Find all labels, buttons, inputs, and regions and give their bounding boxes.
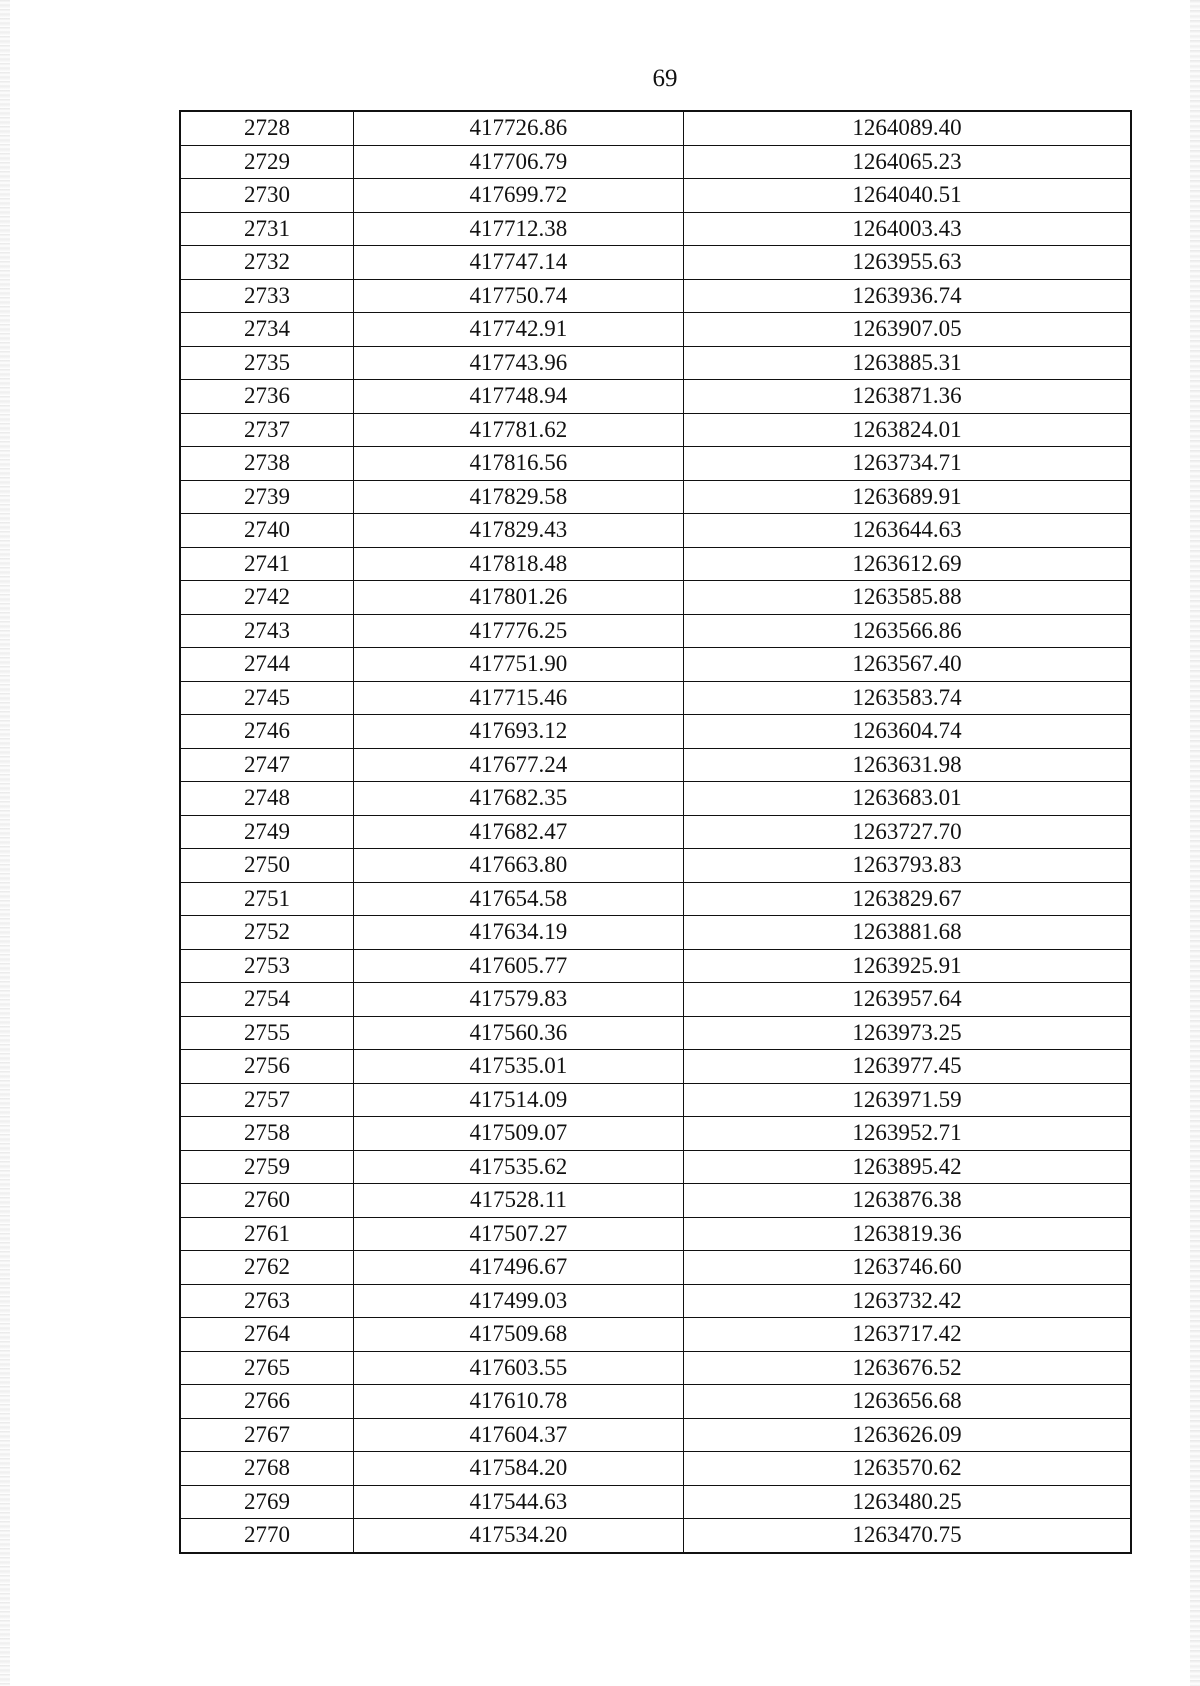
point-number-cell: 2732: [180, 246, 353, 280]
point-number-cell: 2728: [180, 111, 353, 145]
table-row: [180, 916, 1131, 950]
point-number-cell: 2743: [180, 614, 353, 648]
point-number-cell: 2767: [180, 1418, 353, 1452]
y-coordinate-cell: 1263925.91: [683, 949, 1131, 983]
x-coordinate-cell: 417499.03: [353, 1284, 683, 1318]
point-number-cell: 2764: [180, 1318, 353, 1352]
y-coordinate-cell: 1263644.63: [683, 514, 1131, 548]
point-number-cell: 2769: [180, 1485, 353, 1519]
x-coordinate-cell: 417528.11: [353, 1184, 683, 1218]
table-row: [180, 380, 1131, 414]
table-row: [180, 782, 1131, 816]
table-row: [180, 1351, 1131, 1385]
y-coordinate-cell: 1264089.40: [683, 111, 1131, 145]
y-coordinate-cell: 1263470.75: [683, 1519, 1131, 1553]
y-coordinate-cell: 1263727.70: [683, 815, 1131, 849]
x-coordinate-cell: 417560.36: [353, 1016, 683, 1050]
table-row: [180, 1418, 1131, 1452]
table-row: [180, 1217, 1131, 1251]
table-row: [180, 1519, 1131, 1553]
y-coordinate-cell: 1263656.68: [683, 1385, 1131, 1419]
table-row: [180, 1318, 1131, 1352]
x-coordinate-cell: 417682.47: [353, 815, 683, 849]
point-number-cell: 2745: [180, 681, 353, 715]
x-coordinate-cell: 417693.12: [353, 715, 683, 749]
table-row: [180, 313, 1131, 347]
x-coordinate-cell: 417747.14: [353, 246, 683, 280]
point-number-cell: 2742: [180, 581, 353, 615]
table-row: [180, 1016, 1131, 1050]
x-coordinate-cell: 417743.96: [353, 346, 683, 380]
table-row: [180, 1050, 1131, 1084]
point-number-cell: 2729: [180, 145, 353, 179]
point-number-cell: 2731: [180, 212, 353, 246]
x-coordinate-cell: 417801.26: [353, 581, 683, 615]
x-coordinate-cell: 417514.09: [353, 1083, 683, 1117]
y-coordinate-cell: 1263585.88: [683, 581, 1131, 615]
y-coordinate-cell: 1263746.60: [683, 1251, 1131, 1285]
point-number-cell: 2756: [180, 1050, 353, 1084]
point-number-cell: 2734: [180, 313, 353, 347]
coordinates-table: [179, 110, 1132, 1554]
table-row: [180, 648, 1131, 682]
y-coordinate-cell: 1264003.43: [683, 212, 1131, 246]
table-body: [180, 111, 1131, 1553]
point-number-cell: 2763: [180, 1284, 353, 1318]
x-coordinate-cell: 417715.46: [353, 681, 683, 715]
scan-edge-right: [1190, 0, 1200, 1686]
table-row: [180, 1150, 1131, 1184]
point-number-cell: 2757: [180, 1083, 353, 1117]
point-number-cell: 2762: [180, 1251, 353, 1285]
x-coordinate-cell: 417535.01: [353, 1050, 683, 1084]
y-coordinate-cell: 1263604.74: [683, 715, 1131, 749]
table-row: [180, 748, 1131, 782]
x-coordinate-cell: 417699.72: [353, 179, 683, 213]
x-coordinate-cell: 417726.86: [353, 111, 683, 145]
y-coordinate-cell: 1263955.63: [683, 246, 1131, 280]
y-coordinate-cell: 1263824.01: [683, 413, 1131, 447]
point-number-cell: 2753: [180, 949, 353, 983]
table-row: [180, 815, 1131, 849]
table-row: [180, 346, 1131, 380]
table-row: [180, 1117, 1131, 1151]
y-coordinate-cell: 1263971.59: [683, 1083, 1131, 1117]
x-coordinate-cell: 417584.20: [353, 1452, 683, 1486]
x-coordinate-cell: 417496.67: [353, 1251, 683, 1285]
x-coordinate-cell: 417706.79: [353, 145, 683, 179]
y-coordinate-cell: 1263631.98: [683, 748, 1131, 782]
x-coordinate-cell: 417604.37: [353, 1418, 683, 1452]
point-number-cell: 2760: [180, 1184, 353, 1218]
table-row: [180, 681, 1131, 715]
point-number-cell: 2759: [180, 1150, 353, 1184]
table-row: [180, 246, 1131, 280]
x-coordinate-cell: 417829.58: [353, 480, 683, 514]
y-coordinate-cell: 1263567.40: [683, 648, 1131, 682]
y-coordinate-cell: 1263612.69: [683, 547, 1131, 581]
y-coordinate-cell: 1263583.74: [683, 681, 1131, 715]
point-number-cell: 2747: [180, 748, 353, 782]
point-number-cell: 2768: [180, 1452, 353, 1486]
table-row: [180, 882, 1131, 916]
point-number-cell: 2740: [180, 514, 353, 548]
point-number-cell: 2766: [180, 1385, 353, 1419]
y-coordinate-cell: 1263952.71: [683, 1117, 1131, 1151]
y-coordinate-cell: 1263570.62: [683, 1452, 1131, 1486]
y-coordinate-cell: 1263819.36: [683, 1217, 1131, 1251]
x-coordinate-cell: 417682.35: [353, 782, 683, 816]
x-coordinate-cell: 417663.80: [353, 849, 683, 883]
y-coordinate-cell: 1263895.42: [683, 1150, 1131, 1184]
table-row: [180, 1284, 1131, 1318]
y-coordinate-cell: 1263977.45: [683, 1050, 1131, 1084]
y-coordinate-cell: 1263732.42: [683, 1284, 1131, 1318]
point-number-cell: 2755: [180, 1016, 353, 1050]
table-row: [180, 279, 1131, 313]
y-coordinate-cell: 1264040.51: [683, 179, 1131, 213]
point-number-cell: 2752: [180, 916, 353, 950]
point-number-cell: 2748: [180, 782, 353, 816]
y-coordinate-cell: 1263871.36: [683, 380, 1131, 414]
x-coordinate-cell: 417748.94: [353, 380, 683, 414]
y-coordinate-cell: 1264065.23: [683, 145, 1131, 179]
table-row: [180, 1184, 1131, 1218]
x-coordinate-cell: 417610.78: [353, 1385, 683, 1419]
scan-edge-left: [0, 0, 10, 1686]
x-coordinate-cell: 417829.43: [353, 514, 683, 548]
table-row: [180, 1385, 1131, 1419]
table-row: [180, 447, 1131, 481]
table-row: [180, 715, 1131, 749]
table-row: [180, 849, 1131, 883]
table-row: [180, 983, 1131, 1017]
y-coordinate-cell: 1263626.09: [683, 1418, 1131, 1452]
x-coordinate-cell: 417818.48: [353, 547, 683, 581]
point-number-cell: 2754: [180, 983, 353, 1017]
table-row: [180, 1251, 1131, 1285]
x-coordinate-cell: 417534.20: [353, 1519, 683, 1553]
table-row: [180, 1083, 1131, 1117]
x-coordinate-cell: 417742.91: [353, 313, 683, 347]
table-row: [180, 179, 1131, 213]
table-row: [180, 1485, 1131, 1519]
table-row: [180, 581, 1131, 615]
point-number-cell: 2736: [180, 380, 353, 414]
point-number-cell: 2739: [180, 480, 353, 514]
point-number-cell: 2749: [180, 815, 353, 849]
y-coordinate-cell: 1263881.68: [683, 916, 1131, 950]
y-coordinate-cell: 1263885.31: [683, 346, 1131, 380]
x-coordinate-cell: 417677.24: [353, 748, 683, 782]
x-coordinate-cell: 417776.25: [353, 614, 683, 648]
table-row: [180, 614, 1131, 648]
x-coordinate-cell: 417781.62: [353, 413, 683, 447]
x-coordinate-cell: 417816.56: [353, 447, 683, 481]
y-coordinate-cell: 1263480.25: [683, 1485, 1131, 1519]
point-number-cell: 2738: [180, 447, 353, 481]
y-coordinate-cell: 1263566.86: [683, 614, 1131, 648]
y-coordinate-cell: 1263973.25: [683, 1016, 1131, 1050]
x-coordinate-cell: 417654.58: [353, 882, 683, 916]
table-row: [180, 212, 1131, 246]
x-coordinate-cell: 417605.77: [353, 949, 683, 983]
y-coordinate-cell: 1263683.01: [683, 782, 1131, 816]
y-coordinate-cell: 1263793.83: [683, 849, 1131, 883]
point-number-cell: 2733: [180, 279, 353, 313]
x-coordinate-cell: 417750.74: [353, 279, 683, 313]
point-number-cell: 2765: [180, 1351, 353, 1385]
y-coordinate-cell: 1263676.52: [683, 1351, 1131, 1385]
x-coordinate-cell: 417751.90: [353, 648, 683, 682]
y-coordinate-cell: 1263936.74: [683, 279, 1131, 313]
x-coordinate-cell: 417509.68: [353, 1318, 683, 1352]
table-row: [180, 413, 1131, 447]
point-number-cell: 2750: [180, 849, 353, 883]
table-row: [180, 111, 1131, 145]
x-coordinate-cell: 417507.27: [353, 1217, 683, 1251]
y-coordinate-cell: 1263689.91: [683, 480, 1131, 514]
table-row: [180, 547, 1131, 581]
point-number-cell: 2741: [180, 547, 353, 581]
point-number-cell: 2735: [180, 346, 353, 380]
point-number-cell: 2751: [180, 882, 353, 916]
x-coordinate-cell: 417509.07: [353, 1117, 683, 1151]
y-coordinate-cell: 1263907.05: [683, 313, 1131, 347]
point-number-cell: 2746: [180, 715, 353, 749]
point-number-cell: 2737: [180, 413, 353, 447]
point-number-cell: 2744: [180, 648, 353, 682]
x-coordinate-cell: 417603.55: [353, 1351, 683, 1385]
y-coordinate-cell: 1263829.67: [683, 882, 1131, 916]
page-number: 69: [652, 65, 678, 92]
y-coordinate-cell: 1263957.64: [683, 983, 1131, 1017]
point-number-cell: 2761: [180, 1217, 353, 1251]
point-number-cell: 2730: [180, 179, 353, 213]
table-row: [180, 949, 1131, 983]
y-coordinate-cell: 1263876.38: [683, 1184, 1131, 1218]
x-coordinate-cell: 417535.62: [353, 1150, 683, 1184]
table-row: [180, 514, 1131, 548]
table-row: [180, 1452, 1131, 1486]
y-coordinate-cell: 1263734.71: [683, 447, 1131, 481]
y-coordinate-cell: 1263717.42: [683, 1318, 1131, 1352]
table-row: [180, 480, 1131, 514]
x-coordinate-cell: 417579.83: [353, 983, 683, 1017]
x-coordinate-cell: 417634.19: [353, 916, 683, 950]
x-coordinate-cell: 417712.38: [353, 212, 683, 246]
point-number-cell: 2758: [180, 1117, 353, 1151]
point-number-cell: 2770: [180, 1519, 353, 1553]
x-coordinate-cell: 417544.63: [353, 1485, 683, 1519]
table-row: [180, 145, 1131, 179]
